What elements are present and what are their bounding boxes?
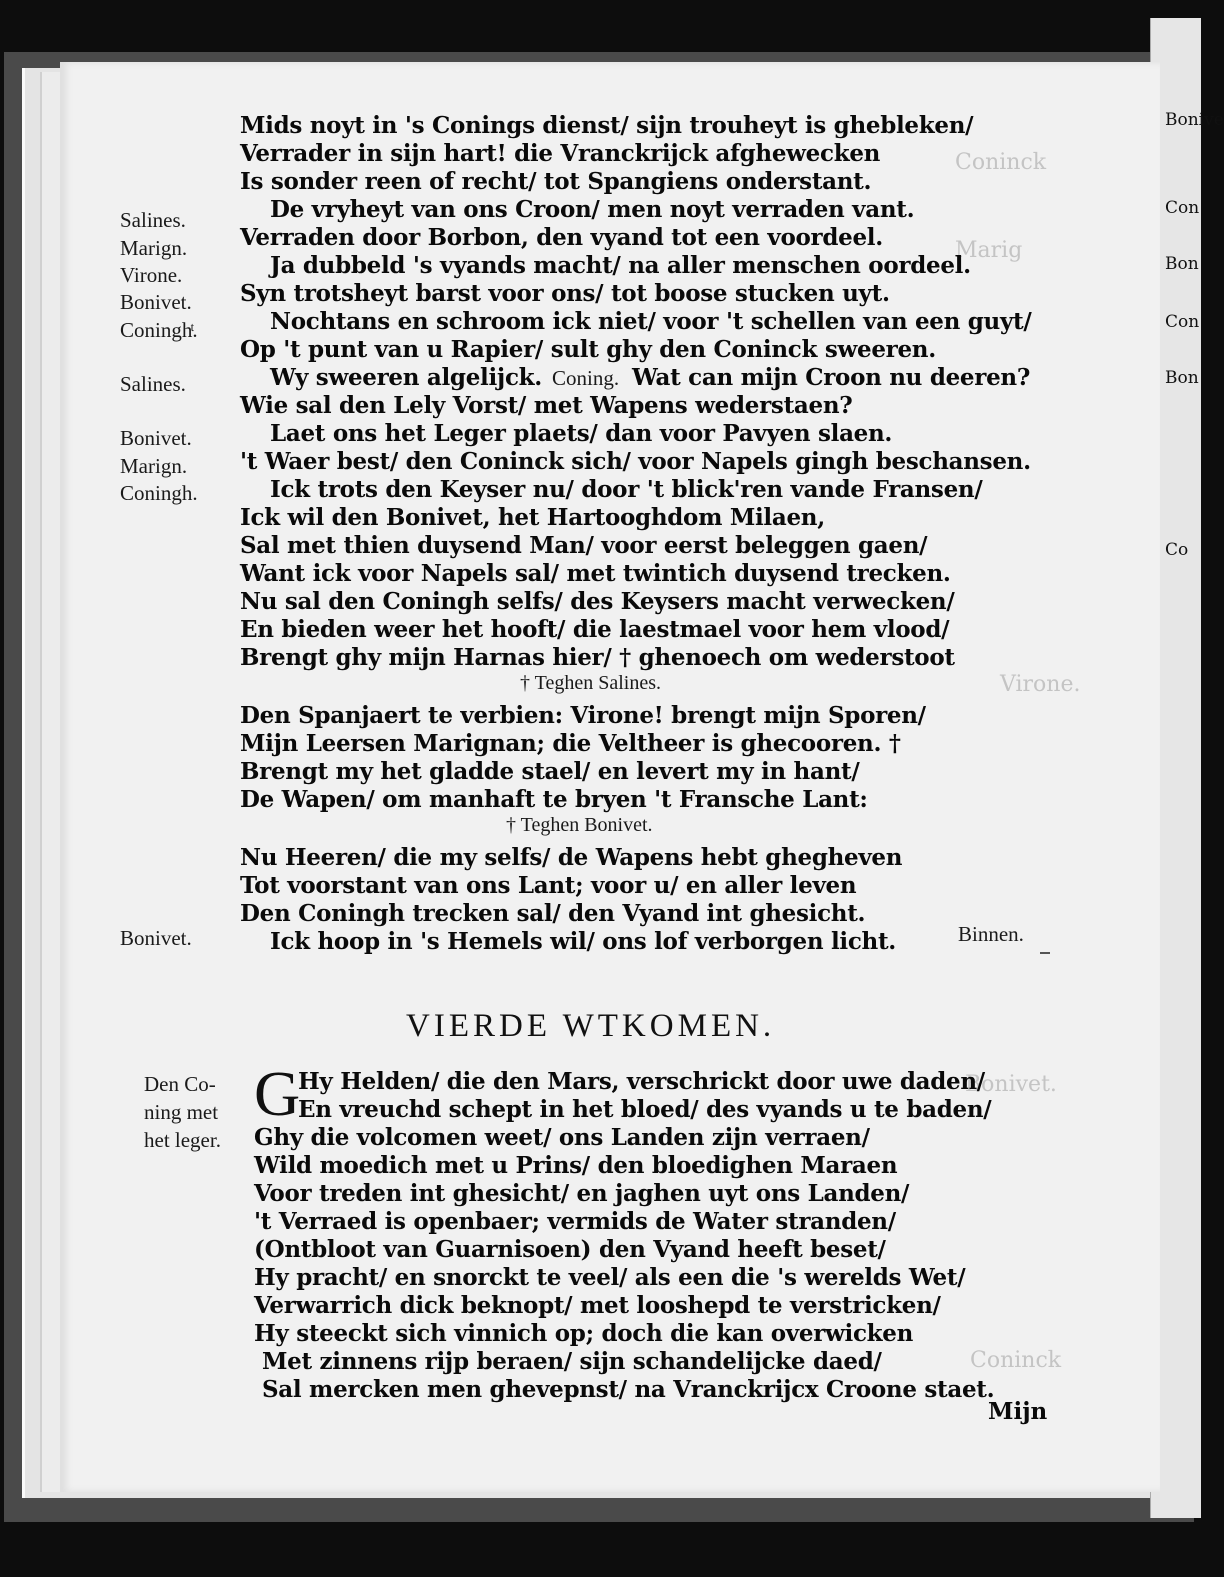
verse-line: Nu sal den Coningh selfs/ des Keysers macht verwecken/ bbox=[240, 588, 955, 615]
verse-line: Den Coningh trecken sal/ den Vyand int ghesicht. bbox=[240, 900, 866, 927]
verse-line: Ick hoop in 's Hemels wil/ ons lof verborgen licht. bbox=[270, 928, 897, 955]
dash-mark bbox=[1040, 952, 1050, 954]
speaker-label: Bonivet. bbox=[120, 926, 192, 950]
speaker-label: Virone. bbox=[120, 263, 183, 287]
bleed-through-text: Virone. bbox=[1000, 672, 1081, 697]
verse-line: Ja dubbeld 's vyands macht/ na aller menschen oordeel. bbox=[270, 252, 971, 279]
verse-line: 't Verraed is openbaer; vermids de Water stranden/ bbox=[254, 1208, 896, 1235]
verse-line: Is sonder reen of recht/ tot Spangiens onderstant. bbox=[240, 168, 872, 195]
speaker-label: Coningh. bbox=[120, 481, 198, 505]
speaker-label: Salines. bbox=[120, 372, 186, 396]
stage-note: † Teghen Salines. bbox=[520, 672, 661, 694]
inline-speaker: Coning. bbox=[552, 366, 620, 390]
verse-line: Op 't punt van u Rapier/ sult ghy den Coninck sweeren. bbox=[240, 336, 936, 363]
exit-note: Binnen. bbox=[958, 922, 1024, 946]
verse-line: Voor treden int ghesicht/ en jaghen uyt ons Landen/ bbox=[254, 1180, 910, 1207]
speaker-label: Coninghͭ. bbox=[120, 318, 198, 342]
speaker-label: het leger. bbox=[144, 1128, 221, 1152]
verse-line: Sal met thien duysend Man/ voor eerst beleggen gaen/ bbox=[240, 532, 928, 559]
verse-line: Mids noyt in 's Conings dienst/ sijn trouheyt is ghebleken/ bbox=[240, 112, 974, 139]
verse-line: Wie sal den Lely Vorst/ met Wapens wederstaen? bbox=[240, 392, 853, 419]
speaker-label: ning met bbox=[144, 1100, 219, 1124]
speaker-label: Bonivet. bbox=[120, 290, 192, 314]
verse-line: Laet ons het Leger plaets/ dan voor Pavyen slaen. bbox=[270, 420, 893, 447]
verse-line: Verwarrich dick beknopt/ met looshepd te verstricken/ bbox=[254, 1292, 941, 1319]
drop-cap: G bbox=[254, 1058, 301, 1129]
verse-line: Nu Heeren/ die my selfs/ de Wapens hebt ghegheven bbox=[240, 844, 903, 871]
verse-line: Nochtans en schroom ick niet/ voor 't schellen van een guyt/ bbox=[270, 308, 1032, 335]
verse-line: Want ick voor Napels sal/ met twintich duysend trecken. bbox=[240, 560, 951, 587]
facing-fragment: Con bbox=[1165, 312, 1200, 332]
verse-line: Ick wil den Bonivet, het Hartooghdom Milaen, bbox=[240, 504, 825, 531]
verse-line: En bieden weer het hooft/ die laestmael voor hem vlood/ bbox=[240, 616, 950, 643]
verse-line: Syn trotsheyt barst voor ons/ tot boose stucken uyt. bbox=[240, 280, 890, 307]
verse-line: Hy steeckt sich vinnich op; doch die kan overwicken bbox=[254, 1320, 914, 1347]
speaker-label: Salines. bbox=[120, 208, 186, 232]
verse-line: Met zinnens rijp beraen/ sijn schandelijcke daed/ bbox=[262, 1348, 882, 1375]
bleed-through-text: Coninck bbox=[955, 150, 1047, 175]
facing-fragment: Bon bbox=[1165, 368, 1199, 388]
verse-line: Brengt ghy mijn Harnas hier/ † ghenoech om wederstoot bbox=[240, 644, 955, 671]
verse-line: Wy sweeren algelijck. bbox=[270, 364, 542, 391]
speaker-label: Den Co- bbox=[144, 1072, 216, 1096]
facing-fragment: Con bbox=[1165, 198, 1200, 218]
verse-line: 't Waer best/ den Coninck sich/ voor Napels gingh beschansen. bbox=[240, 448, 1031, 475]
facing-fragment: Bonive bbox=[1165, 110, 1224, 130]
bleed-through-text: Coninck bbox=[970, 1348, 1062, 1373]
verse-line: Brengt my het gladde stael/ en levert my in hant/ bbox=[240, 758, 860, 785]
facing-fragment: Bon bbox=[1165, 254, 1199, 274]
verse-line: Ghy die volcomen weet/ ons Landen zijn verraen/ bbox=[254, 1124, 870, 1151]
verse-line: Hy Helden/ die den Mars, verschrickt door uwe daden/ bbox=[298, 1068, 985, 1095]
verse-line: Hy pracht/ en snorckt te veel/ als een die 's werelds Wet/ bbox=[254, 1264, 966, 1291]
verse-line: Tot voorstant van ons Lant; voor u/ en aller leven bbox=[240, 872, 857, 899]
verse-line: Verraden door Borbon, den vyand tot een voordeel. bbox=[240, 224, 883, 251]
bleed-through-text: Marig bbox=[955, 238, 1023, 263]
stage-note: † Teghen Bonivet. bbox=[506, 814, 653, 836]
verse-line: (Ontbloot van Guarnisoen) den Vyand heeft beset/ bbox=[254, 1236, 886, 1263]
catchword: Mijn bbox=[988, 1398, 1048, 1425]
verse-line: Wild moedich met u Prins/ den bloedighen Maraen bbox=[254, 1152, 898, 1179]
verse-line: Sal mercken men ghevepnst/ na Vranckrijcx Croone staet. bbox=[262, 1376, 995, 1403]
scene-heading: VIERDE WTKOMEN. bbox=[406, 1008, 776, 1044]
bleed-through-text: Bonivet. bbox=[965, 1072, 1057, 1097]
verse-line: Wat can mijn Croon nu deeren? bbox=[632, 364, 1031, 391]
verse-line: Verrader in sijn hart! die Vranckrijck afghewecken bbox=[240, 140, 881, 167]
verse-line: Den Spanjaert te verbien: Virone! brengt mijn Sporen/ bbox=[240, 702, 926, 729]
verse-line: Ick trots den Keyser nu/ door 't blick'ren vande Fransen/ bbox=[270, 476, 983, 503]
speaker-label: Marign. bbox=[120, 454, 188, 478]
verse-line: De vryheyt van ons Croon/ men noyt verraden vant. bbox=[270, 196, 915, 223]
facing-fragment: Co bbox=[1165, 540, 1189, 560]
speaker-label: Marign. bbox=[120, 236, 188, 260]
verse-line: De Wapen/ om manhaft te bryen 't Fransche Lant: bbox=[240, 786, 868, 813]
verse-line: Mijn Leersen Marignan; die Veltheer is ghecooren. † bbox=[240, 730, 901, 757]
speaker-label: Bonivet. bbox=[120, 426, 192, 450]
verse-line: En vreuchd schept in het bloed/ des vyands u te baden/ bbox=[298, 1096, 992, 1123]
